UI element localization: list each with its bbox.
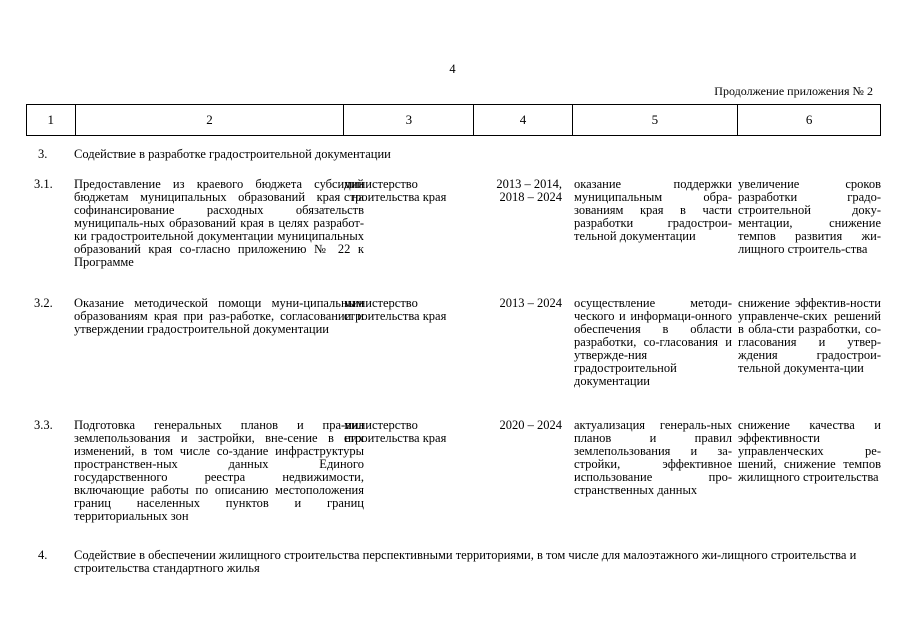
header-col-2: 2 <box>76 105 345 135</box>
row-result: оказание поддержки муниципальным обра-зованиям края в части разработки градострои-тельной документации <box>574 177 732 243</box>
continuation-label: Продолжение приложения № 2 <box>714 84 873 98</box>
section-title: Содействие в обеспечении жилищного строительства перспективными территориями, в том числе для малоэтажного жи-лищного строительства и строительства стандартного жилья <box>74 548 857 575</box>
row-effect: снижение эффектив-ности управленче-ских решений в обла-сти разработки, со-гласования и утвер-ждения градострои-тельной документа-ции <box>738 296 881 375</box>
row-agency: министерство строительства края <box>344 418 447 445</box>
row-period: 2013 – 2024 <box>499 296 562 310</box>
row-effect: увеличение сроков разработки градо-строительной доку-ментации, снижение темпов развития жи-лищного строитель-ства <box>738 177 881 256</box>
section-number: 4. <box>38 548 48 562</box>
row-period: 2013 – 2014, 2018 – 2024 <box>496 177 562 204</box>
header-col-3: 3 <box>344 105 474 135</box>
page-number: 4 <box>449 62 456 76</box>
section-number: 3. <box>38 147 48 161</box>
row-effect: снижение качества и эффективности управленческих ре-шений, снижение темпов жилищного строительства <box>738 418 881 484</box>
row-number: 3.2. <box>34 296 53 310</box>
section-title: Содействие в разработке градостроительной документации <box>74 147 391 161</box>
header-col-4: 4 <box>474 105 572 135</box>
table-header <box>26 104 881 136</box>
row-description: Подготовка генеральных планов и пра-вил землепользования и застройки, вне-сение в них изменений, в том числе со-здание инфраструктуры пространствен-ных данных Единого государственного реестра недвижимости, включающие работы по описанию местоположения границ населенных пунктов и границ территориальных зон <box>74 418 364 523</box>
row-agency: министерство строительства края <box>344 296 447 323</box>
row-result: осуществление методи-ческого и информаци-онного обеспечения в области разработки, со-гласования и утвержде-ния градостроительной документации <box>574 296 732 388</box>
header-col-1: 1 <box>27 105 76 135</box>
row-number: 3.3. <box>34 418 53 432</box>
row-description: Предоставление из краевого бюджета субсидий бюджетам муниципальных образований края на софинансирование расходных обязательств муниципаль-ных образований края в целях разработ-ки градостроительной документации муниципальных образований края со-гласно приложению № 22 к Программе <box>74 177 364 269</box>
header-col-5: 5 <box>573 105 739 135</box>
row-agency: министерство строительства края <box>344 177 447 204</box>
row-number: 3.1. <box>34 177 53 191</box>
header-col-6: 6 <box>805 112 813 127</box>
row-result: актуализация генераль-ных планов и правил землепользования и за-стройки, эффективное использование про-странственных данных <box>574 418 732 497</box>
row-period: 2020 – 2024 <box>499 418 562 432</box>
row-description: Оказание методической помощи муни-ципальным образованиям края при раз-работке, согласовании и утверждении градостроительной документации <box>74 296 364 336</box>
